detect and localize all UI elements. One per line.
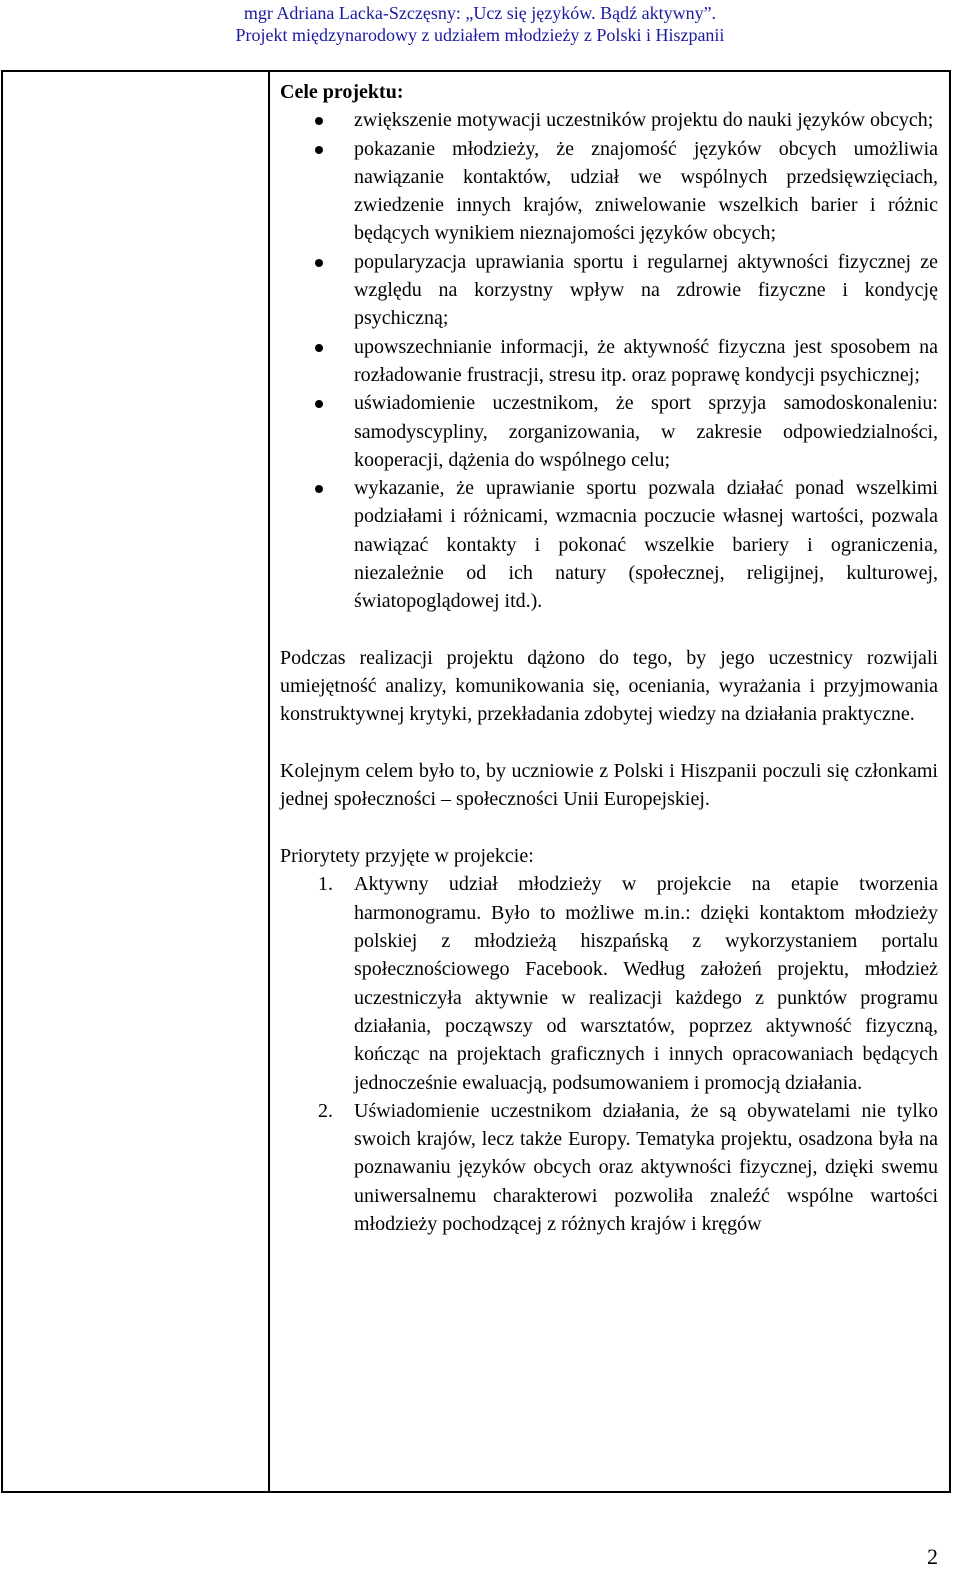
goals-heading: Cele projektu: <box>280 81 404 103</box>
list-item: upowszechnianie informacji, że aktywność fizyczna jest sposobem na rozładowanie frustracji, stresu itp. oraz poprawę kondycji psychicznej; <box>280 333 938 390</box>
main-text-cell <box>280 78 938 1238</box>
goals-list <box>280 106 938 615</box>
page-number: 2 <box>927 1544 938 1569</box>
list-item: uświadomienie uczestnikom, że sport sprzyja samodoskonaleniu: samodyscypliny, zorganizowania, w zakresie odpowiedzialności, kooperacji, dążenia do wspólnego celu; <box>280 389 938 474</box>
list-item: wykazanie, że uprawianie sportu pozwala działać ponad wszelkimi podziałami i różnicami, wzmacnia poczucie własnej wartości, pozwala nawiązać kontakty i pokonać wszelkie bariery i ograniczenia, niezależnie od ich natury (społecznej, religijnej, kulturowej, światopoglądowej itd.). <box>280 474 938 615</box>
page-header <box>0 2 960 46</box>
skills-paragraph: Podczas realizacji projektu dążono do tego, by jego uczestnicy rozwijali umiejętność analizy, komunikowania się, oceniania, wyrażania i przyjmowania konstruktywnej krytyki, przekładania zdobytej wiedzy na działania praktyczne. <box>280 646 938 726</box>
list-item: 1. Aktywny udział młodzieży w projekcie na etapie tworzenia harmonogramu. Było to możliwe m.in.: dzięki kontaktom młodzieży polskiej z młodzieżą hiszpańską z wykorzystaniem portalu społecznościowego Facebook. Według założeń projektu, młodzież uczestniczyła aktywnie w realizacji każdego z punktów programu działania, począwszy od warsztatów, poprzez aktywność fizyczną, kończąc na projektach graficznych i innych opracowaniach będących jednocześnie ewaluacją, podsumowaniem i promocją działania. <box>280 870 938 1096</box>
bullet-icon <box>315 344 323 352</box>
header-line-author-title: mgr Adriana Lacka-Szczęsny: „Ucz się języków. Bądź aktywny”. <box>243 3 717 23</box>
content-table <box>1 70 951 1493</box>
list-number: 1. <box>318 873 333 896</box>
list-item: popularyzacja uprawiania sportu i regularnej aktywności fizycznej ze względu na korzystny wpływ na zdrowie fizyczne i kondycję psychiczną; <box>280 248 938 333</box>
priorities-list <box>280 870 938 1238</box>
bullet-icon <box>315 259 323 267</box>
header-line-project: Projekt międzynarodowy z udziałem młodzieży z Polski i Hiszpanii <box>235 25 725 45</box>
bullet-icon <box>315 117 323 125</box>
bullet-icon <box>315 400 323 408</box>
community-paragraph: Kolejnym celem było to, by uczniowie z Polski i Hiszpanii poczuli się członkami jednej społeczności – społeczności Unii Europejskiej. <box>280 759 938 810</box>
table-column-divider <box>268 72 270 1491</box>
list-item: 2. Uświadomienie uczestnikom działania, że są obywatelami nie tylko swoich krajów, lecz także Europy. Tematyka projektu, osadzona była na poznawaniu języków obcych oraz aktywności fizycznej, dzięki swemu uniwersalnemu charakterowi pozwoliła znaleźć wspólne wartości młodzieży pochodzącej z różnych krajów i kręgów <box>280 1097 938 1238</box>
list-number: 2. <box>318 1099 333 1122</box>
list-item: pokazanie młodzieży, że znajomość języków obcych umożliwia nawiązanie kontaktów, udział we wspólnych przedsięwzięciach, zwiedzenie innych krajów, zniwelowanie wszelkich barier i różnic będących wynikiem nieznajomości języków obcych; <box>280 135 938 248</box>
list-item: zwiększenie motywacji uczestników projektu do nauki języków obcych; <box>280 106 938 134</box>
bullet-icon <box>315 485 323 493</box>
priorities-heading: Priorytety przyjęte w projekcie: <box>280 845 534 868</box>
bullet-icon <box>315 146 323 154</box>
